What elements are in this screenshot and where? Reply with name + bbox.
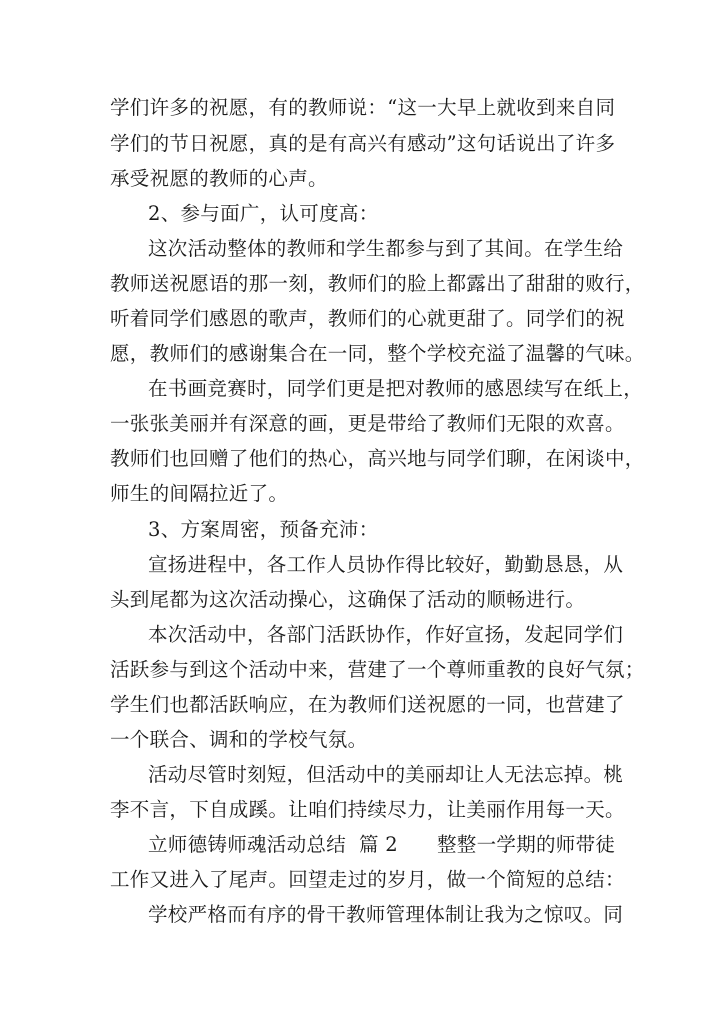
section-heading: 2、参与面广，认可度高： xyxy=(148,202,379,225)
text-line: 师生的间隔拉近了。 xyxy=(110,482,289,505)
text-line: 听着同学们感恩的歌声，教师们的心就更甜了。同学们的祝 xyxy=(110,307,625,330)
text-line: 教师送祝愿语的那一刻，教师们的脸上都露出了甜甜的败行， xyxy=(110,272,645,295)
text-line: 愿，教师们的感谢集合在一同，整个学校充溢了温馨的气味。 xyxy=(110,342,645,365)
text-line: 学们许多的祝愿，有的教师说：“这一大早上就收到来自同 xyxy=(110,96,616,119)
text-line: 在书画竞赛时，同学们更是把对教师的感恩续写在纸上， xyxy=(148,377,644,400)
text-line: 承受祝愿的教师的心声。 xyxy=(110,167,328,190)
section-heading: 3、方案周密，预备充沛： xyxy=(148,518,379,541)
text-line: 李不言，下自成蹊。让咱们持续尽力，让美丽作用每一天。 xyxy=(110,798,625,821)
text-line: 学生们也都活跃响应，在为教师们送祝愿的一同，也营建了 xyxy=(110,693,625,716)
text-line: 学们的节日祝愿，真的是有高兴有感动”这句话说出了许多 xyxy=(110,132,616,155)
text-line: 头到尾都为这次活动操心，这确保了活动的顺畅进行。 xyxy=(110,588,586,611)
text-line: 一张张美丽并有深意的画，更是带给了教师们无限的欢喜。 xyxy=(110,412,625,435)
text-line: 活跃参与到这个活动中来，营建了一个尊师重教的良好气氛； xyxy=(110,658,645,681)
text-line: 这次活动整体的教师和学生都参与到了其间。在学生给 xyxy=(148,237,624,260)
text-line: 工作又进入了尾声。回望走过的岁月，做一个简短的总结： xyxy=(110,868,625,891)
article-title-line: 立师德铸师魂活动总结 篇 2 整整一学期的师带徒 xyxy=(148,833,616,856)
text-line: 教师们也回赠了他们的热心，高兴地与同学们聊，在闲谈中， xyxy=(110,447,645,470)
text-line: 学校严格而有序的骨干教师管理体制让我为之惊叹。同 xyxy=(148,903,624,926)
text-line: 活动尽管时刻短，但活动中的美丽却让人无法忘掉。桃 xyxy=(148,763,624,786)
text-line: 本次活动中，各部门活跃协作，作好宣扬，发起同学们 xyxy=(148,623,624,646)
text-line: 宣扬进程中，各工作人员协作得比较好，勤勤恳恳，从 xyxy=(148,553,624,576)
text-line: 一个联合、调和的学校气氛。 xyxy=(110,728,368,751)
